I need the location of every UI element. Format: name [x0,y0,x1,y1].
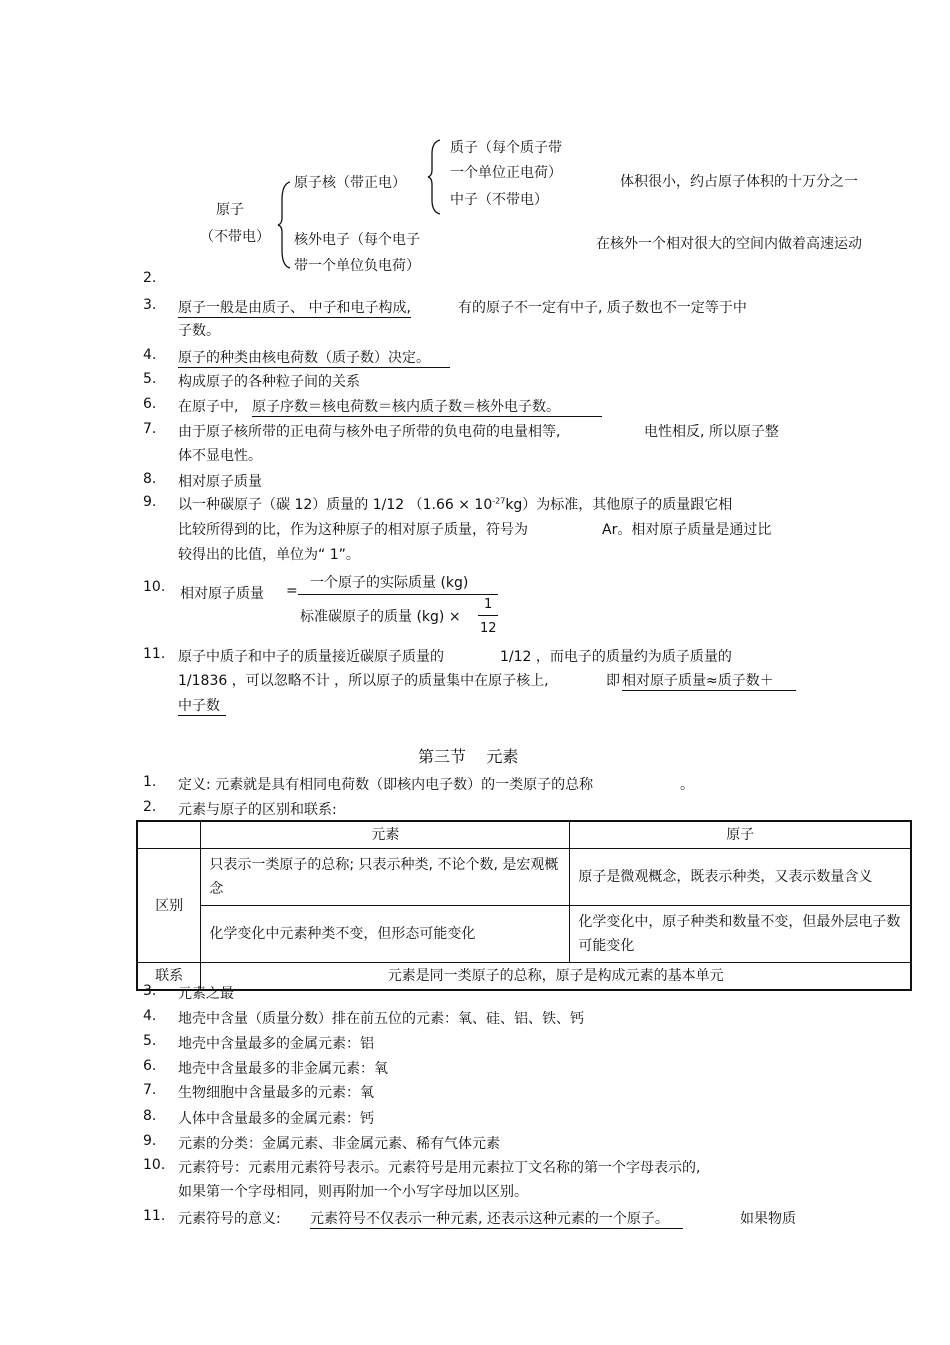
list-item: 生物细胞中含量最多的元素：氧 [178,1085,374,1101]
item-number: 3. [143,983,157,999]
item-number: 5. [143,371,157,387]
proton-line-2: 一个单位正电荷） [450,165,562,181]
electron-line-1: 核外电子（每个电子 [294,232,420,248]
formula-numerator: 一个原子的实际质量 (kg) [310,575,469,591]
item-number: 1. [143,774,157,790]
neutron-label: 中子（不带电） [450,192,548,208]
list-item: 元素之最 [178,986,234,1002]
table-row [137,849,911,906]
item-number: 8. [143,471,157,487]
list-item: 地壳中含量最多的非金属元素：氧 [178,1061,388,1077]
item-number: 9. [143,1133,157,1149]
header-atom: 原子 [570,821,911,849]
row-label-connection: 联系 [137,963,201,991]
item-number: 11. [143,646,166,662]
list-item: 人体中含量最多的金属元素：钙 [178,1111,374,1127]
item-number: 6. [143,396,157,412]
item-number: 11. [143,1208,166,1224]
row-label-difference: 区别 [137,849,201,963]
item-11-text-b: 1/12 ，而电子的质量约为质子质量的 [500,649,732,665]
formula-label: 相对原子质量 [180,586,264,602]
atom-note: （不带电） [200,229,270,245]
item-7-text-b: 电性相反, 所以原子整 [644,424,779,440]
nucleus-description: 体积很小，约占原子体积的十万分之一 [620,174,858,190]
item-number: 3. [143,297,157,313]
item-number: 2. [143,270,157,286]
cell-atom-diff-2: 化学变化中，原子种类和数量不变，但最外层电子数可能变化 [570,906,911,963]
list-item: 地壳中含量最多的金属元素：铝 [178,1036,374,1052]
item-4-text: 原子的种类由核电荷数（质子数）决定。 [178,347,450,368]
item-number: 6. [143,1058,157,1074]
exponent: -27 [492,496,506,506]
item-7-text: 由于原子核所带的正电荷与核外电子所带的负电荷的电量相等, [178,424,561,440]
list-item: 元素符号：元素用元素符号表示。元素符号是用元素拉丁文名称的第一个字母表示的, [178,1160,701,1176]
item-8-text: 相对原子质量 [178,474,262,490]
item-5-text: 构成原子的各种粒子间的关系 [178,374,360,390]
item-9-line-2b: Ar。相对原子质量是通过比 [602,522,772,538]
cell-element-diff-1: 只表示一类原子的总称; 只表示种类, 不论个数, 是宏观概念 [201,849,570,906]
item-6-equation: 原子序数＝核电荷数＝核内质子数＝核外电子数。 [252,396,602,417]
list-item: 元素的分类：金属元素、非金属元素、稀有气体元素 [178,1136,500,1152]
formula-one: 1 [484,597,493,612]
item-11-line-3: 中子数 [178,695,226,716]
formula-twelve: 12 [480,621,497,636]
cell-connection: 元素是同一类原子的总称，原子是构成元素的基本单元 [201,963,911,991]
table-corner [137,821,201,849]
formula-fraction-bar [298,594,498,595]
item-11-text: 原子中质子和中子的质量接近碳原子质量的 [178,649,444,665]
item-number: 10. [143,1157,166,1173]
item-number: 7. [143,1082,157,1098]
list-item-tail: 如果物质 [740,1211,796,1227]
cell-element-diff-2: 化学变化中元素种类不变，但形态可能变化 [201,906,570,963]
formula-small-bar [478,615,498,616]
table-header-row [137,821,911,849]
item-9-line-3: 较得出的比值，单位为“ 1”。 [178,547,360,563]
item-11-ji: 即 [606,673,620,689]
electron-line-2: 带一个单位负电荷） [294,258,420,274]
item-7-continuation: 体不显电性。 [178,448,262,464]
item-3-text: 有的原子不一定有中子, 质子数也不一定等于中 [458,300,747,316]
item-number: 8. [143,1108,157,1124]
formula-denominator: 标准碳原子的质量 (kg) × [300,609,461,625]
item-number: 4. [143,347,157,363]
item-number: 5. [143,1033,157,1049]
item-number: 10. [143,579,166,595]
definition-end: 。 [680,777,694,793]
brace-nucleus [428,138,442,216]
nucleus-label: 原子核（带正电） [294,175,406,191]
proton-line-1: 质子（每个质子带 [450,140,562,156]
electron-description: 在核外一个相对很大的空间内做着高速运动 [596,236,862,252]
list-item-continuation: 如果第一个字母相同，则再附加一个小写字母加以区别。 [178,1184,528,1200]
table-row [137,963,911,991]
formula-equals: = [286,583,298,599]
section-title: 第三节 元素 [418,747,519,766]
item-3-underlined: 原子一般是由质子、 中子和电子构成, [178,297,411,318]
item-11-line-2: 1/1836 ，可以忽略不计 ，所以原子的质量集中在原子核上, [178,673,549,689]
item-number: 9. [143,494,157,510]
definition-text: 定义: 元素就是具有相同电荷数（即核内电子数）的一类原子的总称 [178,777,594,793]
cell-atom-diff-1: 原子是微观概念，既表示种类，又表示数量含义 [570,849,911,906]
list-item: 元素符号的意义: [178,1211,281,1227]
header-element: 元素 [201,821,570,849]
item-11-underlined: 相对原子质量≈质子数＋ [622,670,796,691]
item-3-continuation: 子数。 [178,323,220,339]
item-number: 7. [143,421,157,437]
list-item-underlined: 元素符号不仅表示一种元素, 还表示这种元素的一个原子。 [310,1208,683,1229]
item-6-text: 在原子中, [178,399,239,415]
item-9-text: 以一种碳原子（碳 12）质量的 1/12 $(1.66 \times 10^{-27}kg)$为标准，其他原子的质量跟它相 [178,496,733,513]
item-number: 2. [143,799,157,815]
list-item: 地壳中含量（质量分数）排在前五位的元素：氧、硅、铝、铁、钙 [178,1011,584,1027]
atom-label: 原子 [216,202,244,218]
table-row [137,906,911,963]
brace-atom [278,180,292,270]
item-number: 4. [143,1008,157,1024]
comparison-table [136,820,912,991]
item-9-line-2: 比较所得到的比，作为这种原子的相对原子质量，符号为 [178,522,528,538]
comparison-intro: 元素与原子的区别和联系: [178,802,337,818]
